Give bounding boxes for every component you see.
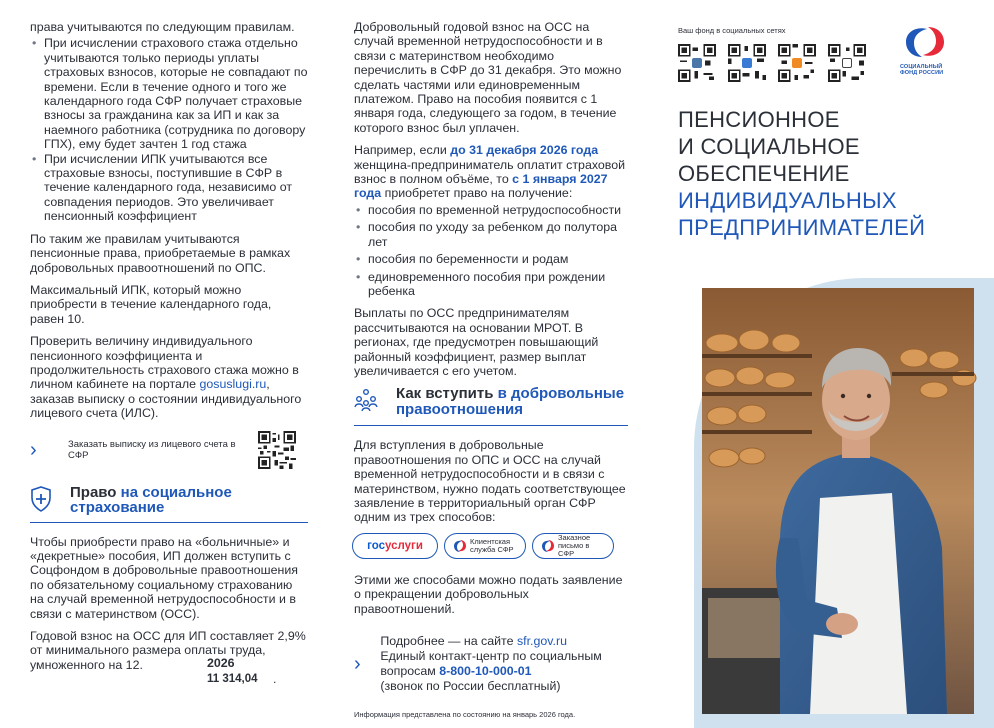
highlight-date: до 31 декабря 2026 года — [450, 143, 599, 158]
order-statement-row[interactable] — [30, 429, 308, 471]
people-group-icon — [354, 387, 378, 411]
max-icon — [842, 58, 852, 68]
gosuslugi-button[interactable] — [352, 533, 438, 559]
section-title-part: в добровольные — [497, 385, 625, 403]
sfr-site-link[interactable]: sfr.gov.ru — [516, 634, 567, 648]
fee-sum-value: 11 314,04 — [207, 673, 258, 686]
social-qr-code[interactable] — [728, 44, 766, 82]
cover-title-line: ПЕНСИОННОЕ — [678, 107, 840, 132]
contacts-text — [380, 634, 628, 694]
footnote: Информация представлена по состоянию на январь 2026 года. — [354, 710, 576, 719]
benefits-list — [354, 203, 628, 298]
section-title — [70, 485, 232, 516]
year-value: 2026 — [207, 656, 235, 671]
paragraph-text: приобретет право на получение: — [381, 186, 573, 201]
section-title-part: правоотношения — [396, 400, 523, 418]
social-qr-code[interactable] — [678, 44, 716, 82]
social-insurance-heading — [30, 485, 308, 523]
gosuslugi-link[interactable]: gosuslugi.ru — [199, 377, 267, 392]
middle-column — [326, 0, 642, 719]
period-mark: . — [273, 672, 277, 687]
paragraph: По таким же правилам учитываются пенсионные права, приобретаемые в рамках добровольных правоотношений по ОПС. — [30, 231, 291, 275]
baker-photo-image — [702, 288, 974, 714]
vk-icon — [692, 58, 702, 68]
cover-title-line: ИНДИВИДУАЛЬНЫХ — [678, 188, 897, 213]
sfr-logo-icon — [453, 539, 467, 553]
list-item: • пособия по уходу за ребенком до полутора лет — [354, 220, 628, 249]
paragraph: Для вступления в добровольные правоотношения по ОПС и ОСС на случай временной нетрудоспособности и в связи с материнством, нужно подать соответствующее заявление в территориальный орган СФР одним из трех способов: — [354, 438, 626, 525]
shield-plus-icon — [30, 486, 52, 512]
social-networks-label: Ваш фонд в социальных сетях — [678, 26, 786, 35]
section-title — [396, 386, 624, 417]
paragraph: Максимальный ИПК, который можно приобрести в течение календарного года, равен 10. — [30, 282, 272, 326]
paragraph-text: женщина-предприниматель оплатит страховой взнос в полном объёме, то — [354, 157, 626, 187]
cover-title — [678, 106, 968, 241]
gosuslugi-label-part: услуги — [385, 539, 423, 552]
list-item: • единовременного пособия при рождении ребенка — [354, 270, 628, 299]
submission-methods — [352, 533, 628, 559]
paragraph: Годовой взнос на ОСС для ИП составляет 2,9% от минимального размера оплаты труда, умноженного на 12. — [30, 629, 306, 672]
client-service-label: Клиентская служба СФР — [470, 536, 514, 554]
sfr-logo-icon — [902, 24, 948, 60]
cover-title-line: ОБЕСПЕЧЕНИЕ — [678, 161, 850, 186]
social-qr-code[interactable] — [828, 44, 866, 82]
section-title-part: на социальное — [120, 483, 232, 501]
paragraph-text: Например, если — [354, 143, 451, 158]
client-service-button[interactable] — [444, 533, 526, 559]
list-item: • пособия по временной нетрудоспособности — [354, 203, 628, 217]
paragraph: Выплаты по ОСС предпринимателям рассчитываются на основании МРОТ. В регионах, где предусмотрен повышающий районный коэффициент, размер выплат увеличивается с его учетом. — [354, 306, 599, 378]
logo-text-line: СОЦИАЛЬНЫЙ — [900, 64, 943, 70]
social-qr-codes — [678, 44, 866, 82]
sfr-logo — [900, 24, 950, 76]
paragraph-text: Проверить величину индивидуального пенсионного коэффициента и продолжительность страхового стажа можно в личном кабинете на портале — [30, 334, 299, 392]
ok-icon — [742, 58, 752, 68]
logo-text — [900, 64, 950, 76]
cover-photo — [702, 288, 974, 714]
paragraph: Этими же способами можно подать заявление о прекращении добровольных правоотношений. — [354, 572, 623, 616]
intro-text: права учитываются по следующим правилам. — [30, 20, 295, 34]
highlight-date: с 1 января 2027 года — [354, 172, 608, 201]
contacts-text-part: Подробнее — на сайте — [380, 634, 517, 648]
rules-list — [30, 36, 308, 223]
left-column — [0, 0, 326, 714]
cover-column — [642, 0, 974, 714]
paragraph: Добровольный годовой взнос на ОСС на случай временной нетрудоспособности и в связи с материнством необходимо перечислить в СФР до 31 декабря. Это можно сделать частями или единовременным платежом. Право на пособия появится с 1 января года, следующего за годом, в течение которого взнос был уплачен. — [354, 20, 622, 135]
paragraph — [30, 334, 308, 420]
section-title-part: Право — [70, 483, 121, 501]
paragraph-text: , заказав выписку о состоянии индивидуального лицевого счета (ИЛС). — [30, 377, 302, 421]
registered-letter-button[interactable] — [532, 533, 614, 559]
list-item: • При исчислении ИПК учитываются все страховые взносы, поступившие в СФР в течение календарного года, независимо от совпадения периодов. Это увеличивает пенсионный коэффициент — [30, 152, 308, 224]
registered-letter-label: Заказное письмо в СФР — [558, 532, 591, 558]
qr-code-icon[interactable] — [258, 431, 296, 469]
chevron-right-icon: › — [30, 438, 37, 461]
social-qr-code[interactable] — [778, 44, 816, 82]
list-item: • При исчислении страхового стажа отдельно учитываются только периоды уплаты страховых взносов, которые не совпадают по времени. Если в течение одного и того же календарного года СФР получает страховые взносы за гражданина как за ИП и как за наемного работника (сотрудника по договору ГПХ), ему будет зачтен 1 год стажа — [30, 36, 308, 151]
gosuslugi-label-part: гос — [367, 539, 385, 552]
contacts-text-part: Единый контакт-центр по социальным вопросам — [380, 649, 602, 678]
how-to-join-heading — [354, 386, 628, 426]
ok-social-icon — [792, 58, 802, 68]
section-title-part: страхование — [70, 499, 165, 517]
logo-text-line: ФОНД РОССИИ — [900, 70, 944, 76]
paragraph: Чтобы приобрести право на «больничные» и «декретные» пособия, ИП должен вступить с Соцфондом в добровольные правоотношения по обязательному социальному страхованию на случай временной нетрудоспособности и в связи с материнством (ОСС). — [30, 534, 298, 621]
cover-title-line: ПРЕДПРИНИМАТЕЛЕЙ — [678, 215, 926, 240]
cover-title-line: И СОЦИАЛЬНОЕ — [678, 134, 860, 159]
phone-link[interactable]: 8-800-10-000-01 — [439, 664, 532, 678]
section-title-part: Как вступить — [396, 385, 498, 403]
fee-figures — [30, 656, 308, 702]
contacts-block — [354, 634, 628, 694]
contacts-text-part: (звонок по России бесплатный) — [380, 679, 561, 693]
order-statement-label: Заказать выписку из лицевого счета в СФР — [68, 438, 236, 461]
sfr-logo-icon — [541, 539, 555, 553]
list-item: • пособия по беременности и родам — [354, 252, 628, 266]
chevron-right-icon: › — [354, 653, 361, 675]
example-paragraph — [354, 143, 628, 201]
